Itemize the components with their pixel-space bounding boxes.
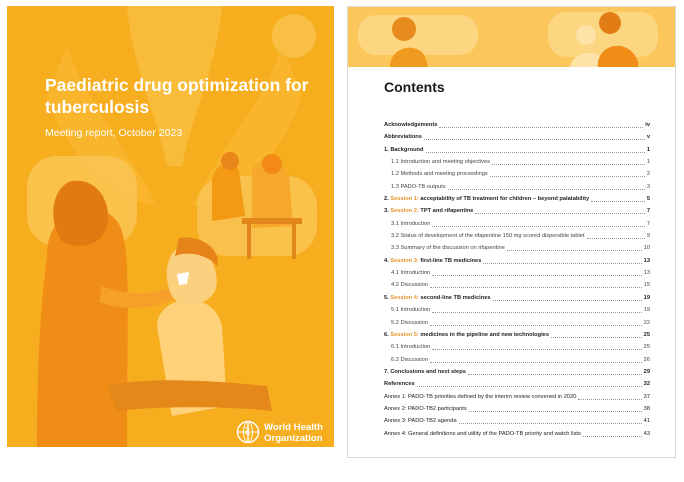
toc-entry[interactable] <box>384 428 650 440</box>
toc-entry-number: 4. <box>384 257 391 264</box>
toc-page-number: 15 <box>643 282 650 289</box>
toc-entry-text: acceptability of TB treatment for children – beyond palatability <box>418 196 590 203</box>
toc-entry-number: 5. <box>384 294 391 301</box>
toc-leader-dots <box>448 181 645 190</box>
toc-entry-label: 4.1 Introduction <box>391 270 431 277</box>
contents-page <box>347 6 676 458</box>
toc-leader-dots <box>578 391 641 400</box>
toc-entry-label: 3.1 Introduction <box>391 220 431 227</box>
toc-page-number: 38 <box>643 405 650 412</box>
toc-leader-dots <box>475 205 644 214</box>
toc-leader-dots <box>468 366 642 375</box>
toc-entry-label: 1. Background <box>384 146 424 153</box>
toc-entry-label: 3.3 Summary of the discussion on rifapentine <box>391 245 505 252</box>
toc-entry-label: 5.1 Introduction <box>391 307 431 314</box>
toc-entry-label: Acknowledgements <box>384 122 438 128</box>
toc-page-number: v <box>646 134 650 141</box>
toc-session-label: Session 5: <box>390 331 419 338</box>
report-cover <box>7 6 334 447</box>
toc-entry-label: Annex 2: PADO-TB2 participants <box>384 405 467 412</box>
toc-entry-label: 1.1 Introduction and meeting objectives <box>391 159 490 166</box>
toc-entry-label: 1.3 PADO-TB outputs <box>391 183 446 190</box>
toc-entry-label: Annex 1: PADO-TB priorities defined by the interim review convened in 2020 <box>384 393 577 400</box>
toc-entry[interactable] <box>384 341 650 353</box>
toc-entry[interactable] <box>384 242 650 254</box>
toc-page-number: 7 <box>646 208 650 215</box>
toc-leader-dots <box>417 378 642 387</box>
toc-page-number: iv <box>645 122 650 128</box>
toc-leader-dots <box>591 193 645 202</box>
toc-leader-dots <box>492 156 645 165</box>
toc-leader-dots <box>424 131 645 140</box>
toc-entry-number: 6. <box>384 331 391 338</box>
toc-entry[interactable] <box>384 119 650 131</box>
toc-entry[interactable] <box>384 354 650 366</box>
cover-illustration <box>7 6 334 447</box>
who-logo <box>236 420 328 447</box>
toc-entry-number: 3. <box>384 208 391 215</box>
toc-page-number: 10 <box>643 245 650 252</box>
toc-entry[interactable] <box>384 168 650 180</box>
toc-leader-dots <box>432 304 641 313</box>
toc-leader-dots <box>469 403 642 412</box>
toc-entry-label <box>384 255 481 267</box>
toc-page-number: 13 <box>643 257 650 264</box>
toc-entry-label: 1.2 Methods and meeting proceedings <box>391 171 488 178</box>
toc-entry[interactable] <box>384 205 650 217</box>
toc-entry-text: TPT and rifapentine <box>418 208 474 215</box>
cover-subtitle: Meeting report, October 2023 <box>45 127 183 139</box>
toc-entry[interactable] <box>384 144 650 156</box>
toc-page-number: 25 <box>643 331 650 338</box>
toc-entry-label: 6.1 Introduction <box>391 344 431 351</box>
toc-leader-dots <box>430 354 642 363</box>
toc-entry[interactable] <box>384 181 650 193</box>
toc-page-number: 29 <box>643 368 650 375</box>
toc-leader-dots <box>459 415 642 424</box>
toc-session-label: Session 4: <box>390 294 419 301</box>
toc-entry[interactable] <box>384 230 650 242</box>
toc-page-number: 43 <box>643 430 650 437</box>
toc-page-number: 9 <box>646 233 650 240</box>
toc-leader-dots <box>439 119 643 128</box>
toc-page-number: 32 <box>643 381 650 388</box>
toc-entry[interactable] <box>384 391 650 403</box>
toc-leader-dots <box>426 144 645 153</box>
toc-leader-dots <box>432 218 645 227</box>
toc-entry[interactable] <box>384 292 650 304</box>
toc-session-label: Session 2: <box>390 208 419 215</box>
toc-page-number: 2 <box>646 171 650 178</box>
toc-leader-dots <box>432 341 641 350</box>
toc-page-number: 7 <box>646 220 650 227</box>
toc-entry-text: medicines in the pipeline and new technologies <box>418 331 549 338</box>
toc-page-number: 19 <box>643 294 650 301</box>
toc-leader-dots <box>493 292 642 301</box>
toc-page-number: 41 <box>643 418 650 425</box>
toc-page-number: 25 <box>643 344 650 351</box>
toc-leader-dots <box>483 255 641 264</box>
toc-entry-label <box>384 205 473 217</box>
toc-page-number: 1 <box>646 146 650 153</box>
toc-entry[interactable] <box>384 403 650 415</box>
toc-entry-text: second-line TB medicines <box>418 294 491 301</box>
toc-leader-dots <box>587 230 645 239</box>
toc-entry-label: 6.2 Discussion <box>391 356 428 363</box>
toc-entry[interactable] <box>384 131 650 143</box>
toc-entry[interactable] <box>384 317 650 329</box>
toc-page-number: 37 <box>643 393 650 400</box>
toc-leader-dots <box>551 329 642 338</box>
toc-leader-dots <box>490 168 645 177</box>
toc-entry[interactable] <box>384 156 650 168</box>
toc-leader-dots <box>583 428 642 437</box>
toc-entry[interactable] <box>384 378 650 390</box>
toc-entry-label <box>384 329 549 341</box>
toc-page-number: 1 <box>646 159 650 166</box>
toc-entry-label: 7. Conclusions and next steps <box>384 368 466 375</box>
banner-illustration <box>348 7 675 67</box>
toc-entry-label: 4.2 Discussion <box>391 282 428 289</box>
toc-page-number: 19 <box>643 307 650 314</box>
toc-entry[interactable] <box>384 218 650 230</box>
who-name: World Health Organization <box>264 422 323 444</box>
toc-leader-dots <box>430 279 642 288</box>
table-of-contents <box>384 119 650 440</box>
toc-entry-number: 2. <box>384 196 391 203</box>
toc-entry[interactable] <box>384 267 650 279</box>
toc-entry-label <box>384 193 589 205</box>
contents-banner-illustration <box>348 7 675 67</box>
toc-entry[interactable] <box>384 193 650 205</box>
toc-entry[interactable] <box>384 329 650 341</box>
toc-page-number: 5 <box>646 196 650 203</box>
toc-leader-dots <box>507 242 642 251</box>
toc-entry-label: References <box>384 381 415 388</box>
toc-page-number: 26 <box>643 356 650 363</box>
toc-entry[interactable] <box>384 415 650 427</box>
toc-entry-label: Annex 3: PADO-TB2 agenda <box>384 418 457 425</box>
toc-entry-label: Abbreviations <box>384 134 422 141</box>
toc-entry-label <box>384 292 491 304</box>
contents-heading: Contents <box>384 79 445 95</box>
toc-leader-dots <box>432 267 641 276</box>
toc-entry[interactable] <box>384 255 650 267</box>
toc-leader-dots <box>430 317 642 326</box>
toc-entry-text: first-line TB medicines <box>418 257 482 264</box>
toc-session-label: Session 1: <box>390 196 419 203</box>
toc-page-number: 13 <box>643 270 650 277</box>
toc-entry[interactable] <box>384 279 650 291</box>
who-emblem-icon <box>236 420 260 444</box>
toc-session-label: Session 3: <box>390 257 419 264</box>
toc-entry[interactable] <box>384 366 650 378</box>
toc-page-number: 3 <box>646 183 650 190</box>
toc-entry[interactable] <box>384 304 650 316</box>
toc-entry-label: 5.2 Discussion <box>391 319 428 326</box>
toc-page-number: 22 <box>643 319 650 326</box>
toc-entry-label: Annex 4: General definitions and utility of the PADO-TB priority and watch lists <box>384 430 581 437</box>
cover-title: Paediatric drug optimization for tuberculosis <box>45 75 309 117</box>
toc-entry-label: 3.2 Status of development of the rifapentine 150 mg scored dispersible tablet <box>391 233 585 240</box>
